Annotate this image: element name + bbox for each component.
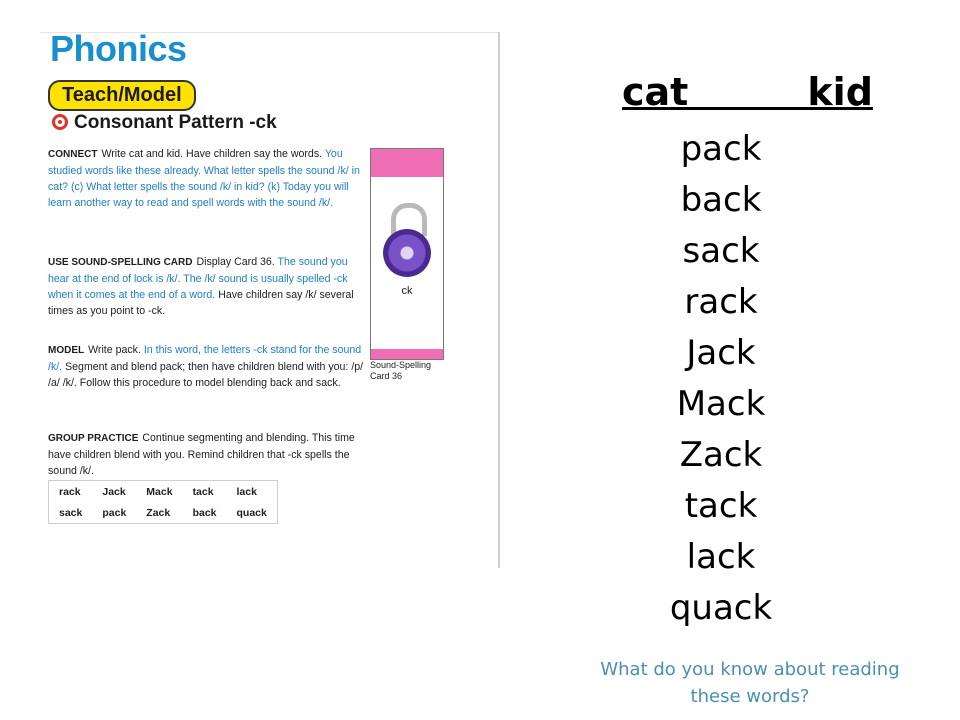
group-practice-text: Continue segmenting and blending. This time have children blend with you. Remind children that -ck spells the sound /k/. — [48, 432, 355, 477]
pattern-heading — [52, 112, 277, 134]
list-item: Mack — [676, 384, 766, 424]
combination-lock-icon — [383, 229, 431, 277]
sound-spelling-label: USE SOUND-SPELLING CARD — [48, 257, 193, 268]
table-cell: Jack — [102, 485, 126, 498]
connect-paragraph — [48, 146, 370, 211]
table-cell: tack — [192, 485, 214, 498]
table-cell: lack — [236, 485, 257, 498]
table-cell: Mack — [146, 485, 173, 498]
card-top-band — [371, 149, 443, 177]
connect-label: CONNECT — [48, 149, 98, 160]
table-row — [49, 502, 278, 524]
list-item: lack — [686, 537, 756, 577]
list-item: Zack — [679, 435, 763, 475]
model-text-2: Segment and blend pack; then have children blend with you: /p/ /a/ /k/. Follow this procedure to model blending back and sack. — [48, 361, 364, 389]
sound-spelling-prompt: The sound you hear at the end of lock is /k/. The /k/ sound is usually spelled -ck when it comes at the end of a word. — [48, 256, 348, 301]
table-row — [49, 481, 278, 503]
list-item: sack — [682, 231, 760, 271]
list-item: quack — [669, 588, 773, 628]
word-list — [621, 124, 821, 634]
group-practice-paragraph — [48, 430, 370, 479]
practice-words-table — [48, 480, 278, 524]
phonics-title: Phonics — [50, 28, 187, 69]
table-cell: Zack — [146, 506, 171, 519]
scan-edge-divider — [498, 32, 500, 568]
table-cell: sack — [59, 506, 83, 519]
model-text: Write pack. — [88, 344, 141, 356]
model-paragraph — [48, 342, 370, 391]
table-cell: rack — [59, 485, 81, 498]
model-label: MODEL — [48, 345, 85, 356]
card-letter-label: ck — [401, 285, 413, 297]
target-icon — [52, 114, 68, 130]
model-prompt: In this word, the letters -ck stand for the sound /k/. — [48, 344, 362, 373]
table-cell: back — [192, 506, 217, 519]
connect-text: Write cat and kid. Have children say the words. — [101, 148, 323, 160]
sound-spelling-text-2: Have children say /k/ several times as you point to -ck. — [48, 289, 354, 317]
list-item: rack — [684, 282, 758, 322]
slide-header: cat kid — [622, 70, 873, 114]
sound-spelling-text: Display Card 36. — [196, 256, 275, 268]
card-caption: Sound-Spelling Card 36 — [370, 360, 432, 381]
pattern-label: Consonant Pattern -ck — [74, 112, 277, 133]
list-item: tack — [684, 486, 758, 526]
table-cell: quack — [236, 506, 267, 519]
list-item: Jack — [686, 333, 756, 373]
connect-prompt: You studied words like these already. What letter spells the sound /k/ in cat? (c) What letter spells the sound /k/ in kid? (k) Today you will learn another way to read and spell words with the sound /k/. — [48, 148, 360, 209]
list-item: back — [680, 180, 762, 220]
card-bottom-band — [371, 349, 443, 359]
teach-model-badge: Teach/Model — [48, 80, 196, 111]
group-practice-label: GROUP PRACTICE — [48, 433, 139, 444]
list-item: pack — [680, 129, 762, 169]
discussion-question: What do you know about reading these words? — [600, 659, 900, 707]
sound-spelling-card — [370, 148, 444, 360]
sound-spelling-paragraph — [48, 254, 370, 319]
table-cell: pack — [102, 506, 127, 519]
